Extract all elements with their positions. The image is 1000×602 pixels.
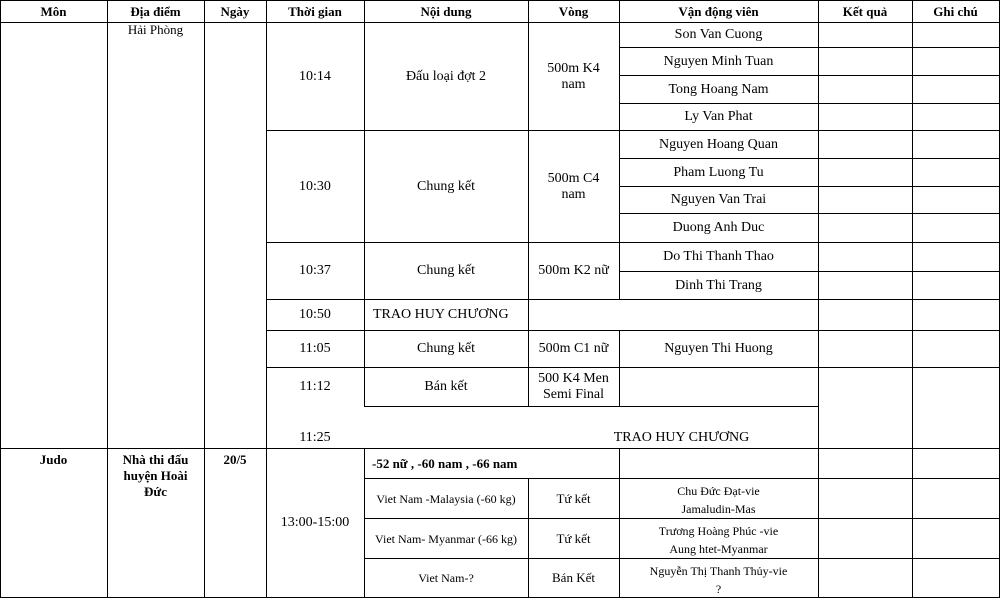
athlete-cell: Duong Anh Duc: [672, 220, 765, 235]
time-cell: 11:25: [299, 429, 331, 445]
match-athlete: Aung htet-Myanmar: [669, 541, 768, 556]
border: [107, 0, 108, 598]
athlete-cell: Ly Van Phat: [684, 109, 753, 124]
time-cell: 10:14: [299, 68, 331, 84]
judo-location-cell: Nhà thi đấu huyện Hoài Đức: [122, 452, 189, 499]
match-athlete: Nguyễn Thị Thanh Thủy-vie: [649, 563, 788, 578]
round-cell: 500 K4 Men Semi Final: [538, 371, 609, 402]
border: [204, 0, 205, 598]
athlete-cell: Son Van Cuong: [674, 27, 763, 42]
athlete-cell: Tong Hoang Nam: [668, 81, 769, 97]
athlete-cell: Dinh Thi Trang: [675, 277, 762, 293]
border: [0, 597, 1000, 598]
match-athlete: ?: [715, 581, 722, 596]
header-van-dong-vien: Vận động viên: [678, 3, 759, 19]
athlete-cell: Nguyen Minh Tuan: [663, 53, 774, 69]
match-round: Tứ kết: [556, 490, 591, 506]
match-content: Viet Nam-?: [418, 571, 474, 585]
header-mon: Môn: [40, 3, 67, 19]
content-cell: Chung kết: [417, 341, 475, 356]
header-ghi-chu: Ghi chú: [933, 3, 978, 19]
athlete-cell: Nguyen Van Trai: [670, 192, 767, 207]
award-cell: TRAO HUY CHƯƠNG: [613, 429, 750, 445]
header-vong: Vòng: [558, 3, 589, 19]
content-cell: Chung kết: [417, 178, 475, 194]
match-content: Viet Nam- Myanmar (-66 kg): [375, 531, 517, 546]
time-cell: 11:12: [299, 379, 331, 394]
athlete-cell: Nguyen Hoang Quan: [659, 136, 778, 152]
content-cell: Bán kết: [424, 379, 468, 394]
round-cell: 500m C1 nữ: [538, 341, 609, 356]
header-noi-dung: Nội dung: [420, 3, 472, 19]
header-ngay: Ngày: [220, 3, 250, 19]
match-athlete: Trương Hoàng Phúc -vie: [658, 523, 779, 538]
content-cell: Đấu loại đợt 2: [405, 68, 487, 84]
judo-time-cell: 13:00-15:00: [280, 515, 350, 530]
time-cell: 11:05: [299, 341, 331, 356]
judo-date-cell: 20/5: [223, 452, 247, 467]
location-cell: Hải Phòng: [127, 22, 184, 37]
match-round: Bán Kết: [552, 570, 595, 585]
header-thoi-gian: Thời gian: [288, 3, 342, 19]
athlete-cell: Do Thi Thanh Thao: [663, 249, 774, 264]
round-cell: 500m C4 nam: [547, 170, 600, 202]
header-ket-qua: Kết quả: [842, 3, 888, 19]
match-athlete: Chu Đức Đạt-vie: [677, 483, 760, 498]
match-round: Tứ kết: [556, 530, 591, 546]
judo-sport-cell: Judo: [39, 452, 68, 467]
content-cell: Chung kết: [417, 263, 475, 278]
round-cell: 500m K4 nam: [547, 60, 600, 92]
content-cell: TRAO HUY CHƯƠNG: [373, 307, 509, 322]
time-cell: 10:50: [299, 307, 331, 322]
match-content: Viet Nam -Malaysia (-60 kg): [376, 491, 516, 506]
match-athlete: Jamaludin-Mas: [681, 501, 756, 516]
athlete-cell: Nguyen Thi Huong: [664, 341, 773, 356]
border: [0, 0, 1, 598]
round-cell: 500m K2 nữ: [538, 263, 609, 278]
judo-categories: -52 nữ , -60 nam , -66 nam: [372, 455, 518, 471]
time-cell: 10:37: [299, 263, 331, 278]
athlete-cell: Pham Luong Tu: [673, 164, 764, 180]
border: [364, 406, 819, 407]
header-dia-diem: Địa điểm: [130, 3, 181, 19]
time-cell: 10:30: [299, 178, 331, 194]
